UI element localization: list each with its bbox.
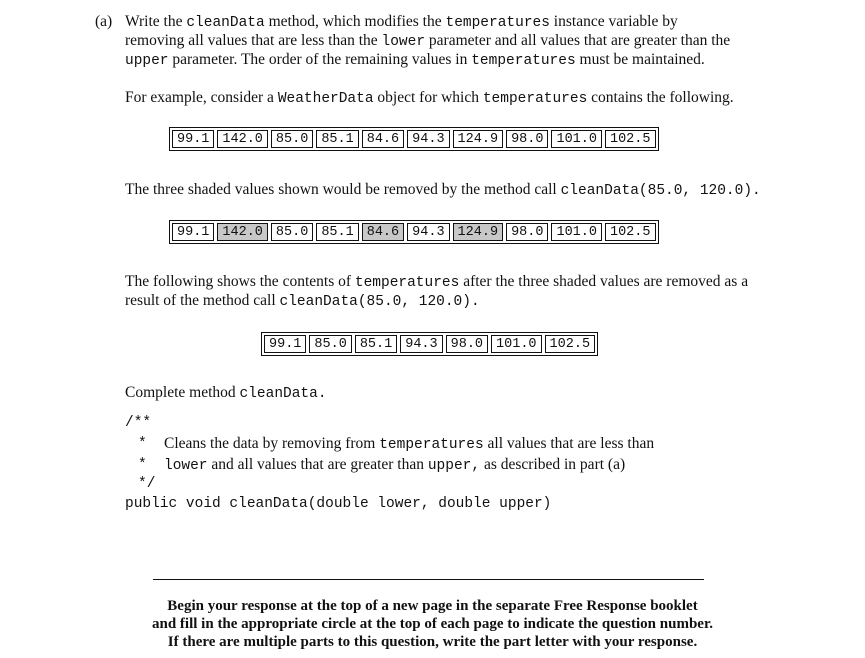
part-label: (a) — [95, 13, 113, 30]
array-cell-shaded: 124.9 — [453, 223, 504, 241]
array-cell-shaded: 142.0 — [217, 223, 268, 241]
javadoc-open: /** — [125, 415, 152, 431]
array-cell: 99.1 — [172, 130, 214, 148]
complete-method-heading: Complete method cleanData. — [125, 384, 327, 402]
array-cell: 85.1 — [316, 130, 358, 148]
javadoc-line-1: Cleans the data by removing from temperatures all values that are less than — [164, 435, 655, 453]
intro-line-3: upper parameter. The order of the remaining values in temperatures must be maintained. — [125, 51, 705, 69]
method-signature: public void cleanData(double lower, double upper) — [125, 496, 552, 512]
intro-line-2: removing all values that are less than the lower parameter and all values that are greater than the — [125, 32, 731, 50]
array-cell-shaded: 84.6 — [362, 223, 404, 241]
array-cell: 98.0 — [506, 130, 548, 148]
javadoc-line-2: lower and all values that are greater than upper, as described in part (a) — [164, 456, 626, 474]
footer-line-2: and fill in the appropriate circle at the top of each page to indicate the question number. — [152, 616, 713, 632]
array-cell: 94.3 — [407, 130, 449, 148]
footer-line-3: If there are multiple parts to this question, write the part letter with your response. — [167, 634, 698, 650]
array-cell: 101.0 — [491, 335, 542, 353]
array-cell: 142.0 — [217, 130, 268, 148]
temperatures-array-shaded — [169, 220, 659, 244]
after-line-2: result of the method call cleanData(85.0, 120.0). — [125, 292, 480, 310]
temperatures-array-original — [169, 127, 659, 151]
intro-line-1: Write the cleanData method, which modifies the temperatures instance variable by — [125, 13, 678, 31]
divider-rule — [153, 579, 704, 580]
footer-line-1: Begin your response at the top of a new page in the separate Free Response booklet — [167, 598, 698, 614]
array-cell: 94.3 — [400, 335, 442, 353]
javadoc-star: * — [138, 457, 147, 473]
array-cell: 102.5 — [605, 130, 656, 148]
array-cell: 101.0 — [551, 223, 602, 241]
array-cell: 102.5 — [605, 223, 656, 241]
array-cell: 124.9 — [453, 130, 504, 148]
javadoc-star: * — [138, 436, 147, 452]
array-cell: 99.1 — [172, 223, 214, 241]
array-cell: 85.1 — [316, 223, 358, 241]
array-cell: 98.0 — [446, 335, 488, 353]
shaded-sentence: The three shaded values shown would be removed by the method call cleanData(85.0, 120.0). — [125, 181, 761, 199]
array-cell: 85.0 — [309, 335, 351, 353]
array-cell: 85.0 — [271, 223, 313, 241]
temperatures-array-result — [261, 332, 598, 356]
array-cell: 99.1 — [264, 335, 306, 353]
array-cell: 101.0 — [551, 130, 602, 148]
array-cell: 85.1 — [355, 335, 397, 353]
javadoc-close: */ — [138, 476, 156, 492]
after-line-1: The following shows the contents of temperatures after the three shaded values are removed as a — [125, 273, 749, 291]
array-cell: 98.0 — [506, 223, 548, 241]
array-cell: 94.3 — [407, 223, 449, 241]
example-sentence: For example, consider a WeatherData object for which temperatures contains the following. — [125, 89, 734, 107]
array-cell: 84.6 — [362, 130, 404, 148]
array-cell: 85.0 — [271, 130, 313, 148]
array-cell: 102.5 — [545, 335, 596, 353]
